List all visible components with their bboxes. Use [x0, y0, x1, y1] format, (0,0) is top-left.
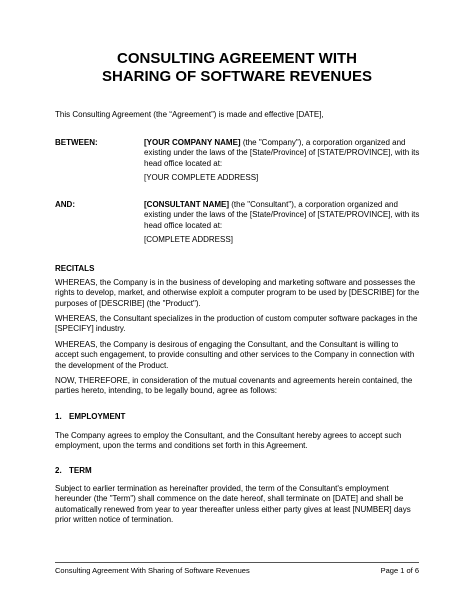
intro-paragraph: This Consulting Agreement (the “Agreement”) is made and effective [DATE],	[55, 110, 324, 119]
consultant-name: [CONSULTANT NAME]	[144, 200, 230, 209]
company-description: (the "Company"), a corporation organized and existing under the laws of the [State/Province] of [STATE/PROVINCE], with its head office located at:	[144, 138, 420, 168]
footer-page-number: Page 1 of 6	[380, 566, 419, 575]
and-label: AND:	[55, 200, 75, 209]
recital-paragraph-3: WHEREAS, the Company is desirous of engaging the Consultant, and the Consultant is willing to accept such engagement, to provide consulting and other services to the Company in connection with the development of the Product.	[55, 340, 415, 370]
section-2-heading	[55, 466, 92, 476]
between-label: BETWEEN:	[55, 138, 98, 147]
title-line-1: CONSULTING AGREEMENT WITH	[117, 50, 357, 67]
company-name: [YOUR COMPANY NAME]	[144, 138, 241, 147]
recital-paragraph-2: WHEREAS, the Consultant specializes in the production of custom computer software packages in the [SPECIFY] industry.	[55, 314, 418, 334]
recital-paragraph-1: WHEREAS, the Company is in the business of developing and marketing software and possesses the rights to develop, market, and otherwise exploit a computer program to be used by [DESCRIBE] for the purposes of [DESCRIBE] (the "Product").	[55, 278, 420, 308]
section-2-body: Subject to earlier termination as hereinafter provided, the term of the Consultant's employment hereunder (the "Term") shall commence on the date hereof, shall terminate on [DATE] and shall be automatically renewed from year to year thereafter unless either party gives at least [NUMBER] days prior written notice of termination.	[55, 484, 411, 525]
section-2-title: TERM	[69, 466, 92, 475]
consultant-description: (the "Consultant"), a corporation organized and existing under the laws of the [State/Province] of [STATE/PROVINCE], with its head office located at:	[144, 200, 420, 230]
section-2-number: 2.	[55, 466, 62, 475]
consultant-party	[144, 200, 424, 231]
footer-divider	[55, 562, 419, 563]
title-line-2: SHARING OF SOFTWARE REVENUES	[101, 68, 373, 85]
company-party	[144, 138, 424, 169]
section-1-heading	[55, 412, 125, 422]
recitals-heading: RECITALS	[55, 264, 95, 273]
recital-paragraph-4: NOW, THEREFORE, in consideration of the mutual covenants and agreements herein contained, the parties hereto, intending, to be legally bound, agree as follows:	[55, 376, 413, 396]
document-title	[0, 50, 474, 86]
section-1-body: The Company agrees to employ the Consultant, and the Consultant hereby agrees to accept such employment, upon the terms and conditions set forth in this Agreement.	[55, 431, 402, 451]
consultant-address: [COMPLETE ADDRESS]	[144, 235, 233, 244]
section-1-title: EMPLOYMENT	[69, 412, 126, 421]
section-1-number: 1.	[55, 412, 62, 421]
footer-document-title: Consulting Agreement With Sharing of Software Revenues	[55, 566, 250, 575]
company-address: [YOUR COMPLETE ADDRESS]	[144, 173, 259, 182]
